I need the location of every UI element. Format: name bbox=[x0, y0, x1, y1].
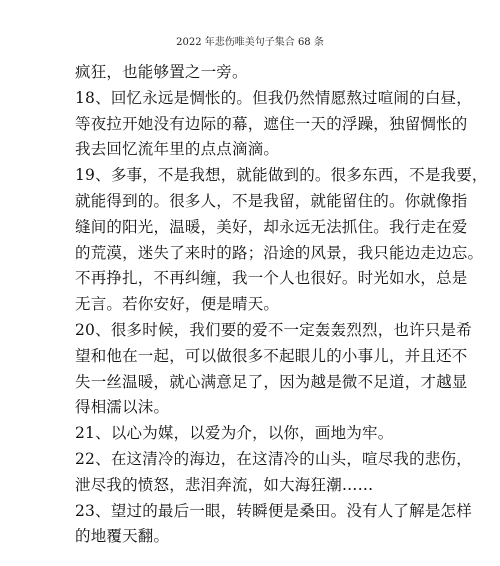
text-line: 失一丝温暖，就心满意足了，因为越是微不足道，才越显 bbox=[75, 372, 468, 391]
page-header: 2022 年悲伤唯美句子集合 68 条 bbox=[176, 37, 324, 48]
text-line: 23、望过的最后一眼，转瞬便是桑田。没有人了解是怎样 bbox=[75, 501, 472, 520]
text-line: 望和他在一起，可以做很多不起眼儿的小事儿，并且还不 bbox=[75, 346, 468, 365]
text-line: 就能得到的。很多人，不是我留，就能留住的。你就像指 bbox=[75, 191, 468, 210]
document-body bbox=[75, 60, 488, 550]
text-line: 泄尽我的愤怒，悲泪奔流，如大海狂潮…… bbox=[75, 475, 374, 494]
text-line: 疯狂，也能够置之一旁。 bbox=[75, 63, 248, 81]
text-line: 缝间的阳光，温暖，美好，却永远无法抓住。我行走在爱 bbox=[75, 217, 468, 236]
text-line: 的地覆天翻。 bbox=[75, 527, 170, 546]
text-line: 21、以心为媒，以爱为介，以你，画地为牢。 bbox=[75, 424, 394, 443]
text-line: 等夜拉开她没有边际的幕，遮住一天的浮躁，独留惆怅的 bbox=[75, 114, 468, 133]
text-line: 我去回忆流年里的点点滴滴。 bbox=[75, 140, 280, 159]
text-line: 19、多事，不是我想，就能做到的。很多东西，不是我要， bbox=[75, 166, 488, 185]
text-line: 不再挣扎，不再纠缠，我一个人也很好。时光如水，总是 bbox=[75, 269, 468, 288]
text-line: 得相濡以沫。 bbox=[75, 398, 170, 417]
text-line: 的荒漠，迷失了来时的路；沿途的风景，我只能边走边忘。 bbox=[75, 243, 484, 262]
text-line: 18、回忆永远是惆怅的。但我仍然情愿熬过喧闹的白昼， bbox=[75, 88, 472, 107]
text-line: 22、在这清冷的海边，在这清冷的山头，喧尽我的悲伤， bbox=[75, 449, 472, 468]
text-line: 20、很多时候，我们要的爱不一定轰轰烈烈，也许只是希 bbox=[75, 320, 472, 339]
text-line: 无言。若你安好，便是晴天。 bbox=[75, 295, 280, 314]
